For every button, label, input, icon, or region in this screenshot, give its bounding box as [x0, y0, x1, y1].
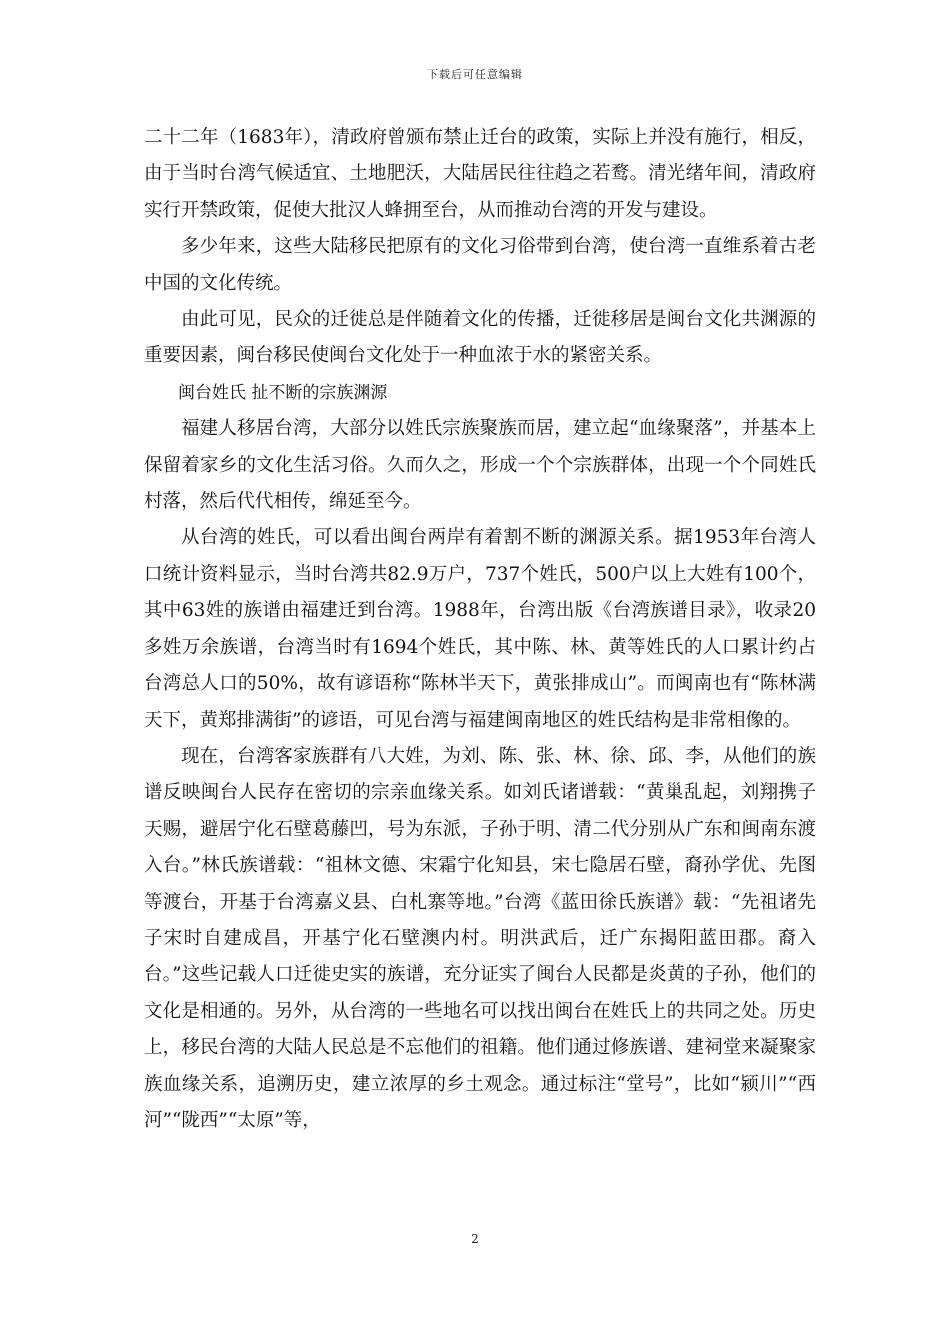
paragraph: 由此可见，民众的迁徙总是伴随着文化的传播，迁徙移居是闽台文化共渊源的重要因素，闽台移民使闽台文化处于一种血浓于水的紧密关系。	[144, 309, 816, 367]
paragraph: 从台湾的姓氏，可以看出闽台两岸有着割不断的渊源关系。据1953年台湾人口统计资料显示，当时台湾共82.9万户，737个姓氏，500户以上大姓有100个，其中63姓的族谱由福建迁到台湾。1988年，台湾出版《台湾族谱目录》，收录20多姓万余族谱，台湾当时有1694个姓氏，其中陈、林、黄等姓氏的人口累计约占台湾总人口的50%，故有谚语称“陈林半天下，黄张排成山”。而闽南也有“陈林满天下，黄郑排满街”的谚语，可见台湾与福建闽南地区的姓氏结构是非常相像的。	[144, 527, 816, 731]
paragraph: 现在，台湾客家族群有八大姓，为刘、陈、张、林、徐、邱、李，从他们的族谱反映闽台人民存在密切的宗亲血缘关系。如刘氏诸谱载：“黄巢乱起，刘翔携子天赐，避居宁化石壁葛藤凹，号为东派，子孙于明、清二代分别从广东和闽南东渡入台。”林氏族谱载：“祖林文德、宋霜宁化知县，宋七隐居石壁，裔孙学优、先图等渡台，开基于台湾嘉义县、白札寨等地。”台湾《蓝田徐氏族谱》载：“先祖诸先子宋时自建成昌，开基宁化石壁澳内村。明洪武后，迁广东揭阳蓝田郡。裔入台。”这些记载人口迁徙史实的族谱，充分证实了闽台人民都是炎黄的子孙，他们的文化是相通的。另外，从台湾的一些地名可以找出闽台在姓氏上的共同之处。历史上，移民台湾的大陆人民总是不忘他们的祖籍。他们通过修族谱、建祠堂来凝聚家族血缘关系，追溯历史，建立浓厚的乡土观念。通过标注“堂号”，比如“颍川”“西河”“陇西”“太原”等，	[144, 745, 816, 1131]
page-header: 下载后可任意编辑	[427, 68, 523, 81]
paragraph-continuation: 二十二年（1683年），清政府曾颁布禁止迁台的政策，实际上并没有施行，相反，由于当时台湾气候适宜、土地肥沃，大陆居民往往趋之若鹜。清光绪年间，清政府实行开禁政策，促使大批汉人蜂拥至台，从而推动台湾的开发与建设。	[144, 127, 816, 221]
section-heading: 闽台姓氏 扯不断的宗族渊源	[178, 382, 388, 403]
paragraph: 多少年来，这些大陆移民把原有的文化习俗带到台湾，使台湾一直维系着古老中国的文化传统。	[144, 236, 816, 294]
document-body	[144, 120, 816, 1139]
page-number: 2	[471, 1232, 479, 1246]
paragraph: 福建人移居台湾，大部分以姓氏宗族聚族而居，建立起“血缘聚落”，并基本上保留着家乡的文化生活习俗。久而久之，形成一个个宗族群体，出现一个个同姓氏村落，然后代代相传，绵延至今。	[144, 418, 816, 513]
